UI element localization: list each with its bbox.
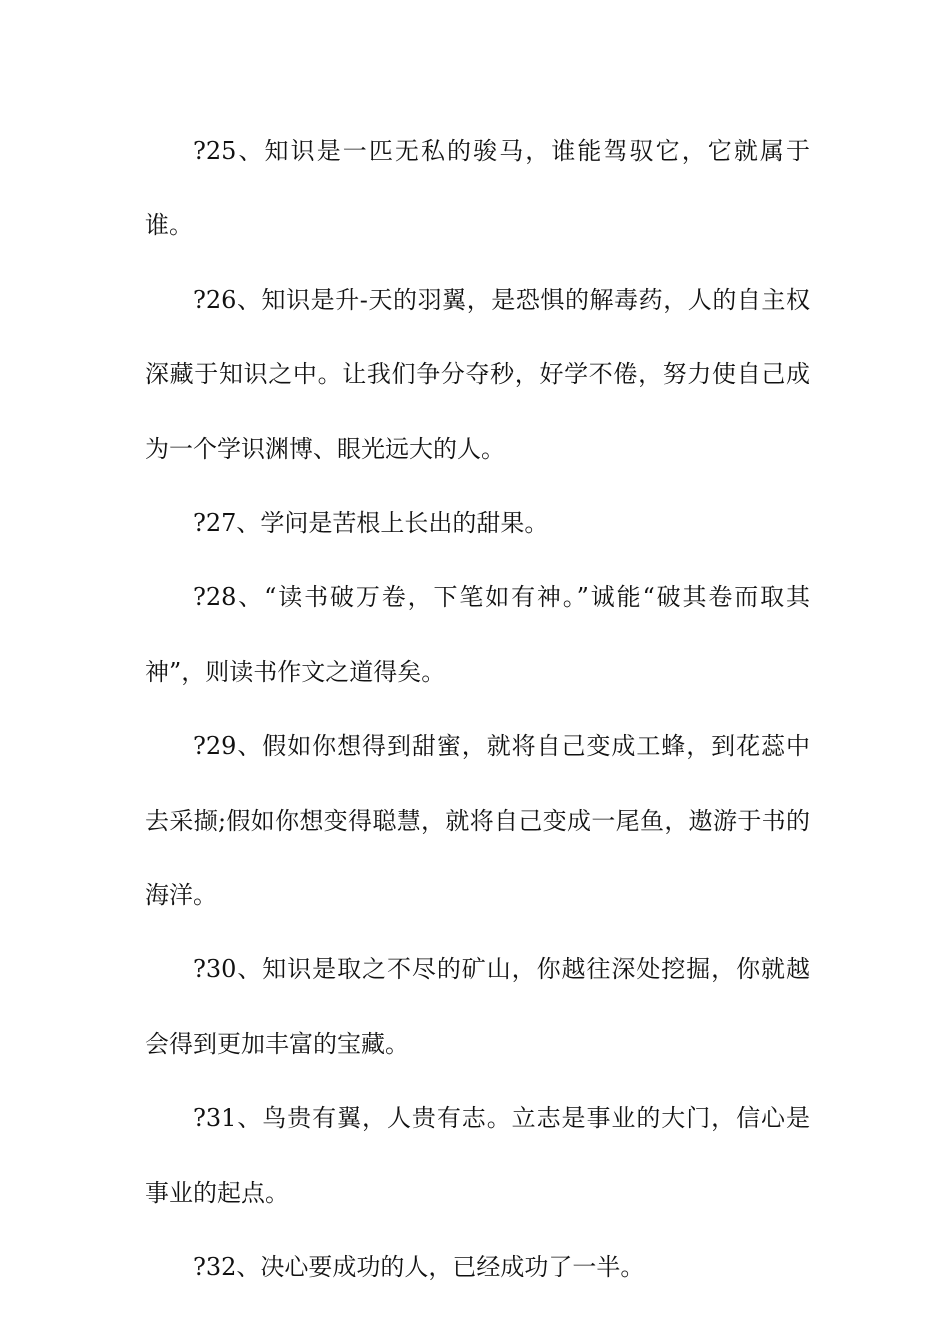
paragraph-31: ?31、鸟贵有翼，人贵有志。立志是事业的大门，信心是事业的起点。: [145, 1104, 810, 1207]
paragraph-32: ?32、决心要成功的人，已经成功了一半。: [193, 1253, 645, 1282]
paragraph-30: ?30、知识是取之不尽的矿山，你越往深处挖掘，你就越会得到更加丰富的宝藏。: [145, 955, 810, 1058]
document-body: [145, 114, 810, 1305]
paragraph-25: ?25、知识是一匹无私的骏马，谁能驾驭它，它就属于谁。: [145, 137, 810, 240]
paragraph-27: ?27、学问是苦根上长出的甜果。: [193, 509, 549, 538]
paragraph-28: ?28、“读书破万卷，下笔如有神。”诚能“破其卷而取其神”，则读书作文之道得矣。: [145, 583, 810, 686]
paragraph-29: ?29、假如你想得到甜蜜，就将自己变成工蜂，到花蕊中去采撷;假如你想变得聪慧，就将自己变成一尾鱼，遨游于书的海洋。: [145, 732, 810, 910]
paragraph-26: ?26、知识是升-天的羽翼，是恐惧的解毒药，人的自主权深藏于知识之中。让我们争分夺秒，好学不倦，努力使自己成为一个学识渊博、眼光远大的人。: [145, 285, 810, 463]
